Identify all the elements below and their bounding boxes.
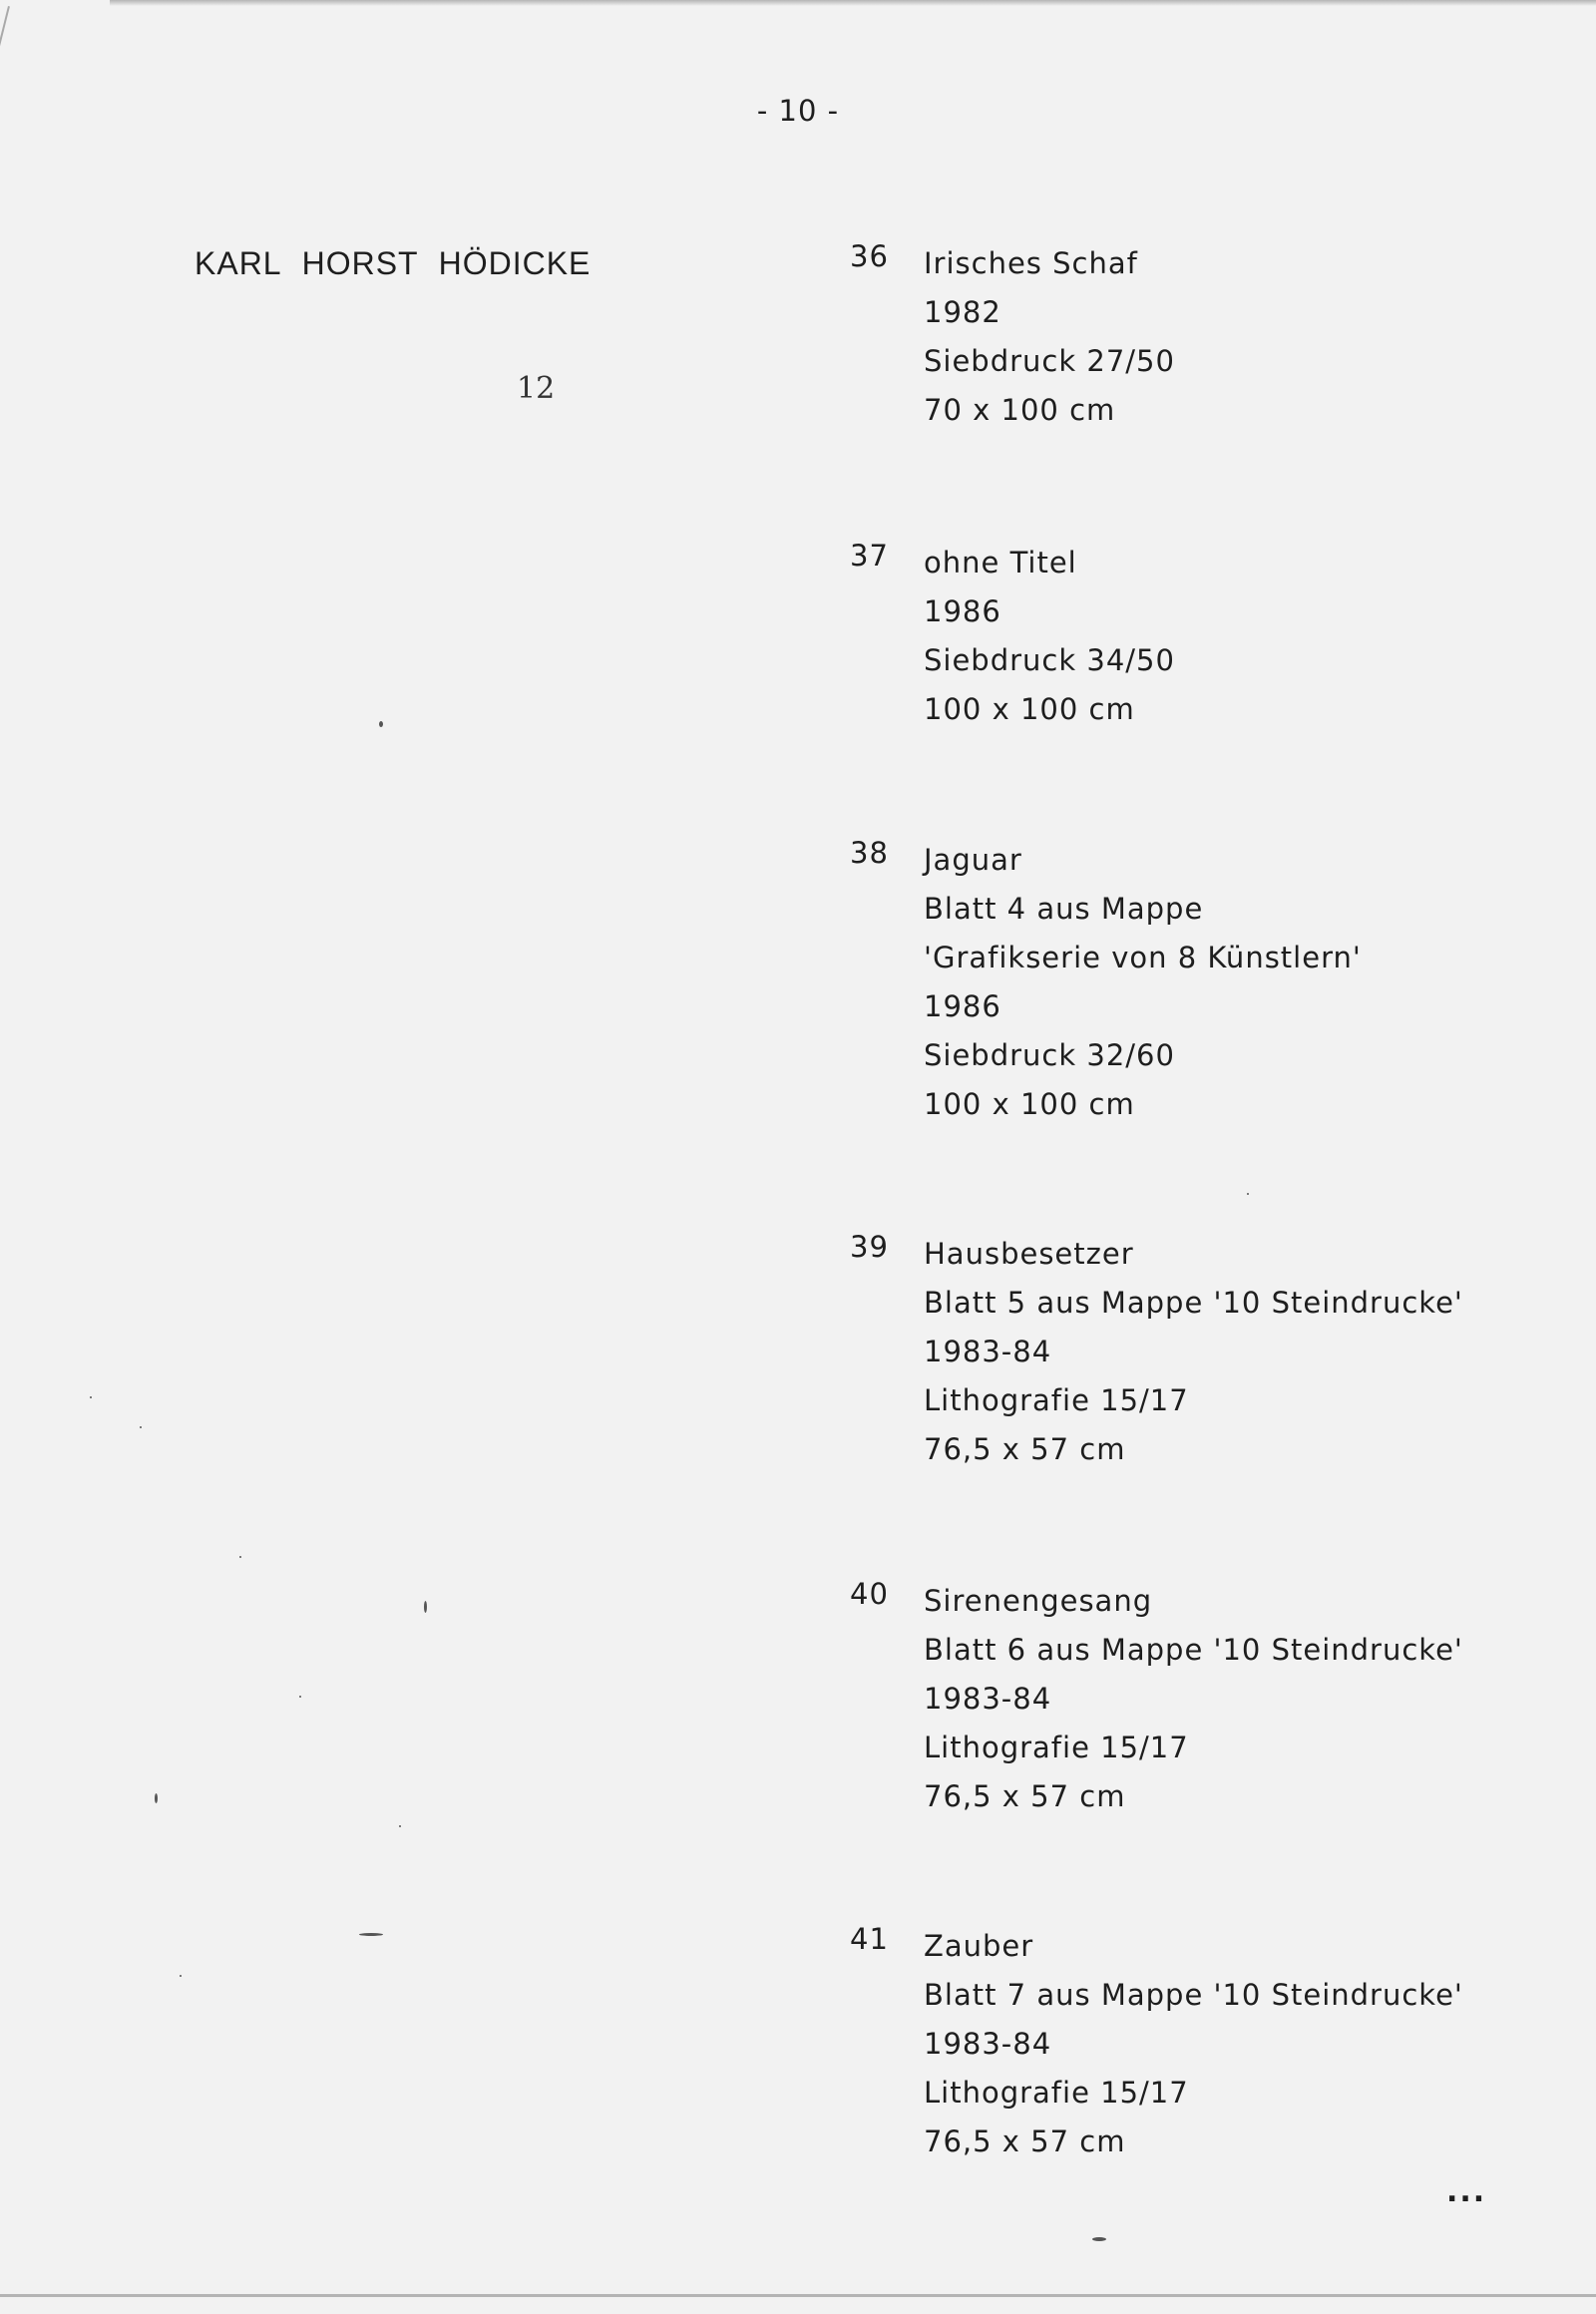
scan-speck: [359, 1933, 383, 1936]
entry-line: 'Grafikserie von 8 Künstlern': [924, 941, 1362, 974]
entry-line: 70 x 100 cm: [924, 393, 1116, 427]
entry-line: Siebdruck 32/60: [924, 1038, 1175, 1072]
entry-number: 37: [850, 539, 889, 573]
entry-line: Blatt 4 aus Mappe: [924, 892, 1204, 926]
entry-line: Blatt 6 aus Mappe '10 Steindrucke': [924, 1633, 1463, 1667]
artist-middle-name: HORST: [301, 245, 419, 281]
entry-details: [924, 1230, 1542, 1474]
entry-details: [924, 1922, 1542, 2166]
entry-details: [924, 539, 1542, 734]
entry-details: [924, 1577, 1542, 1821]
entry-line: 1983-84: [924, 1682, 1052, 1716]
entry-line: 1983-84: [924, 2027, 1052, 2061]
entry-title: Zauber: [924, 1929, 1034, 1963]
entry-line: 76,5 x 57 cm: [924, 1779, 1126, 1813]
entry-line: 76,5 x 57 cm: [924, 1432, 1126, 1466]
entry-line: 76,5 x 57 cm: [924, 2124, 1126, 2158]
scan-speck: [90, 1396, 92, 1398]
scan-speck: [299, 1696, 301, 1698]
artist-first-name: KARL: [195, 245, 282, 281]
scan-speck: [155, 1793, 158, 1803]
entry-line: 1982: [924, 295, 1001, 329]
entry-number: 40: [850, 1577, 889, 1611]
scan-fold-line: [0, 6, 10, 277]
scan-speck: [180, 1975, 182, 1977]
page-number: - 10 -: [756, 94, 840, 128]
entry-line: 1986: [924, 989, 1001, 1023]
artist-name: [195, 245, 610, 282]
entry-line: Lithografie 15/17: [924, 2076, 1189, 2110]
entry-line: Siebdruck 27/50: [924, 344, 1175, 378]
entry-title: Irisches Schaf: [924, 246, 1138, 280]
scan-speck: [1247, 1193, 1249, 1195]
continuation-marker: ...: [1446, 2174, 1487, 2209]
entry-line: Lithografie 15/17: [924, 1383, 1189, 1417]
scan-top-edge: [110, 0, 1596, 6]
entry-title: Jaguar: [924, 843, 1022, 877]
entry-details: [924, 836, 1542, 1129]
scan-speck: [399, 1825, 401, 1827]
handwritten-margin-mark: 12: [517, 371, 556, 406]
artist-last-name: HÖDICKE: [438, 245, 592, 281]
entry-number: 38: [850, 836, 889, 870]
entry-number: 39: [850, 1230, 889, 1264]
scan-speck: [379, 721, 383, 727]
entry-line: 1983-84: [924, 1335, 1052, 1368]
scan-speck: [140, 1426, 142, 1428]
scan-bottom-edge: [0, 2294, 1596, 2297]
entry-line: 100 x 100 cm: [924, 1087, 1135, 1121]
entry-line: Lithografie 15/17: [924, 1731, 1189, 1764]
entry-title: Sirenengesang: [924, 1584, 1153, 1618]
entry-number: 36: [850, 239, 889, 273]
entry-number: 41: [850, 1922, 889, 1956]
entry-line: Blatt 7 aus Mappe '10 Steindrucke': [924, 1978, 1463, 2012]
entry-line: 1986: [924, 594, 1001, 628]
entry-details: [924, 239, 1542, 435]
scan-speck: [239, 1556, 241, 1558]
scan-speck: [424, 1601, 427, 1613]
entry-title: Hausbesetzer: [924, 1237, 1134, 1271]
entry-line: Siebdruck 34/50: [924, 643, 1175, 677]
entry-line: 100 x 100 cm: [924, 692, 1135, 726]
entry-line: Blatt 5 aus Mappe '10 Steindrucke': [924, 1286, 1463, 1320]
entry-title: ohne Titel: [924, 546, 1077, 579]
scan-speck: [1092, 2237, 1106, 2241]
